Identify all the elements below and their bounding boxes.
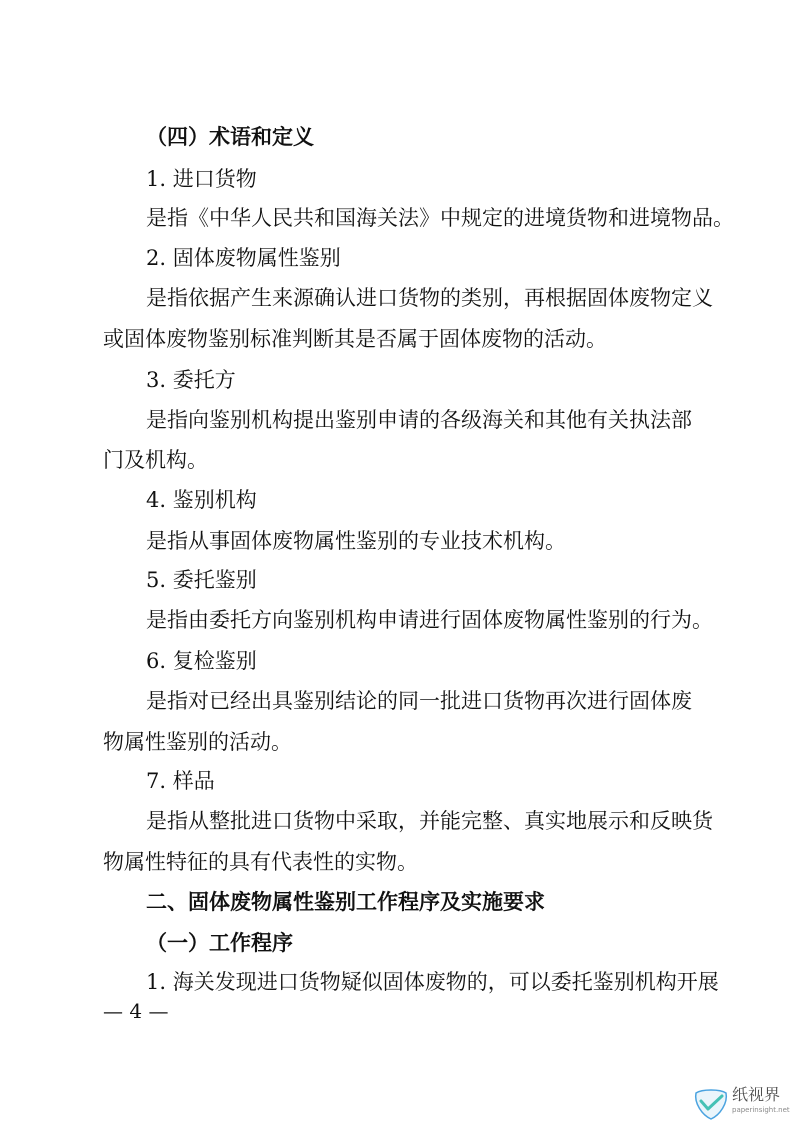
term-title: 4. 鉴别机构 xyxy=(146,488,257,512)
term-definition: 是指依据产生来源确认进口货物的类别，再根据固体废物定义 xyxy=(146,286,713,310)
term-definition: 是指对已经出具鉴别结论的同一批进口货物再次进行固体废 xyxy=(146,689,692,713)
term-title: 1. 进口货物 xyxy=(146,167,257,191)
body-paragraph: 1. 海关发现进口货物疑似固体废物的，可以委托鉴别机构开展 xyxy=(146,970,719,994)
watermark-name: 纸视界 xyxy=(732,1085,781,1104)
term-title: 3. 委托方 xyxy=(146,368,236,392)
term-definition-continued: 物属性特征的具有代表性的实物。 xyxy=(103,850,418,874)
term-definition: 是指由委托方向鉴别机构申请进行固体废物属性鉴别的行为。 xyxy=(146,608,713,632)
term-title: 7. 样品 xyxy=(146,769,215,793)
term-definition-continued: 物属性鉴别的活动。 xyxy=(103,730,292,754)
chapter-heading: 二、固体废物属性鉴别工作程序及实施要求 xyxy=(146,890,545,914)
term-title: 2. 固体废物属性鉴别 xyxy=(146,246,341,270)
watermark-url: paperinsight.net xyxy=(732,1106,790,1114)
section-heading: （四）术语和定义 xyxy=(146,125,314,149)
term-definition: 是指从事固体废物属性鉴别的专业技术机构。 xyxy=(146,529,566,553)
term-definition-continued: 或固体废物鉴别标准判断其是否属于固体废物的活动。 xyxy=(103,327,607,351)
term-definition-continued: 门及机构。 xyxy=(103,448,208,472)
term-title: 5. 委托鉴别 xyxy=(146,568,257,592)
watermark-logo xyxy=(692,1085,792,1121)
term-definition: 是指向鉴别机构提出鉴别申请的各级海关和其他有关执法部 xyxy=(146,408,692,432)
term-title: 6. 复检鉴别 xyxy=(146,649,257,673)
term-definition: 是指《中华人民共和国海关法》中规定的进境货物和进境物品。 xyxy=(146,206,734,230)
term-definition: 是指从整批进口货物中采取，并能完整、真实地展示和反映货 xyxy=(146,809,713,833)
page-number: — 4 — xyxy=(103,999,169,1023)
subsection-heading: （一）工作程序 xyxy=(146,931,293,955)
paperinsight-logo-icon xyxy=(692,1087,730,1121)
